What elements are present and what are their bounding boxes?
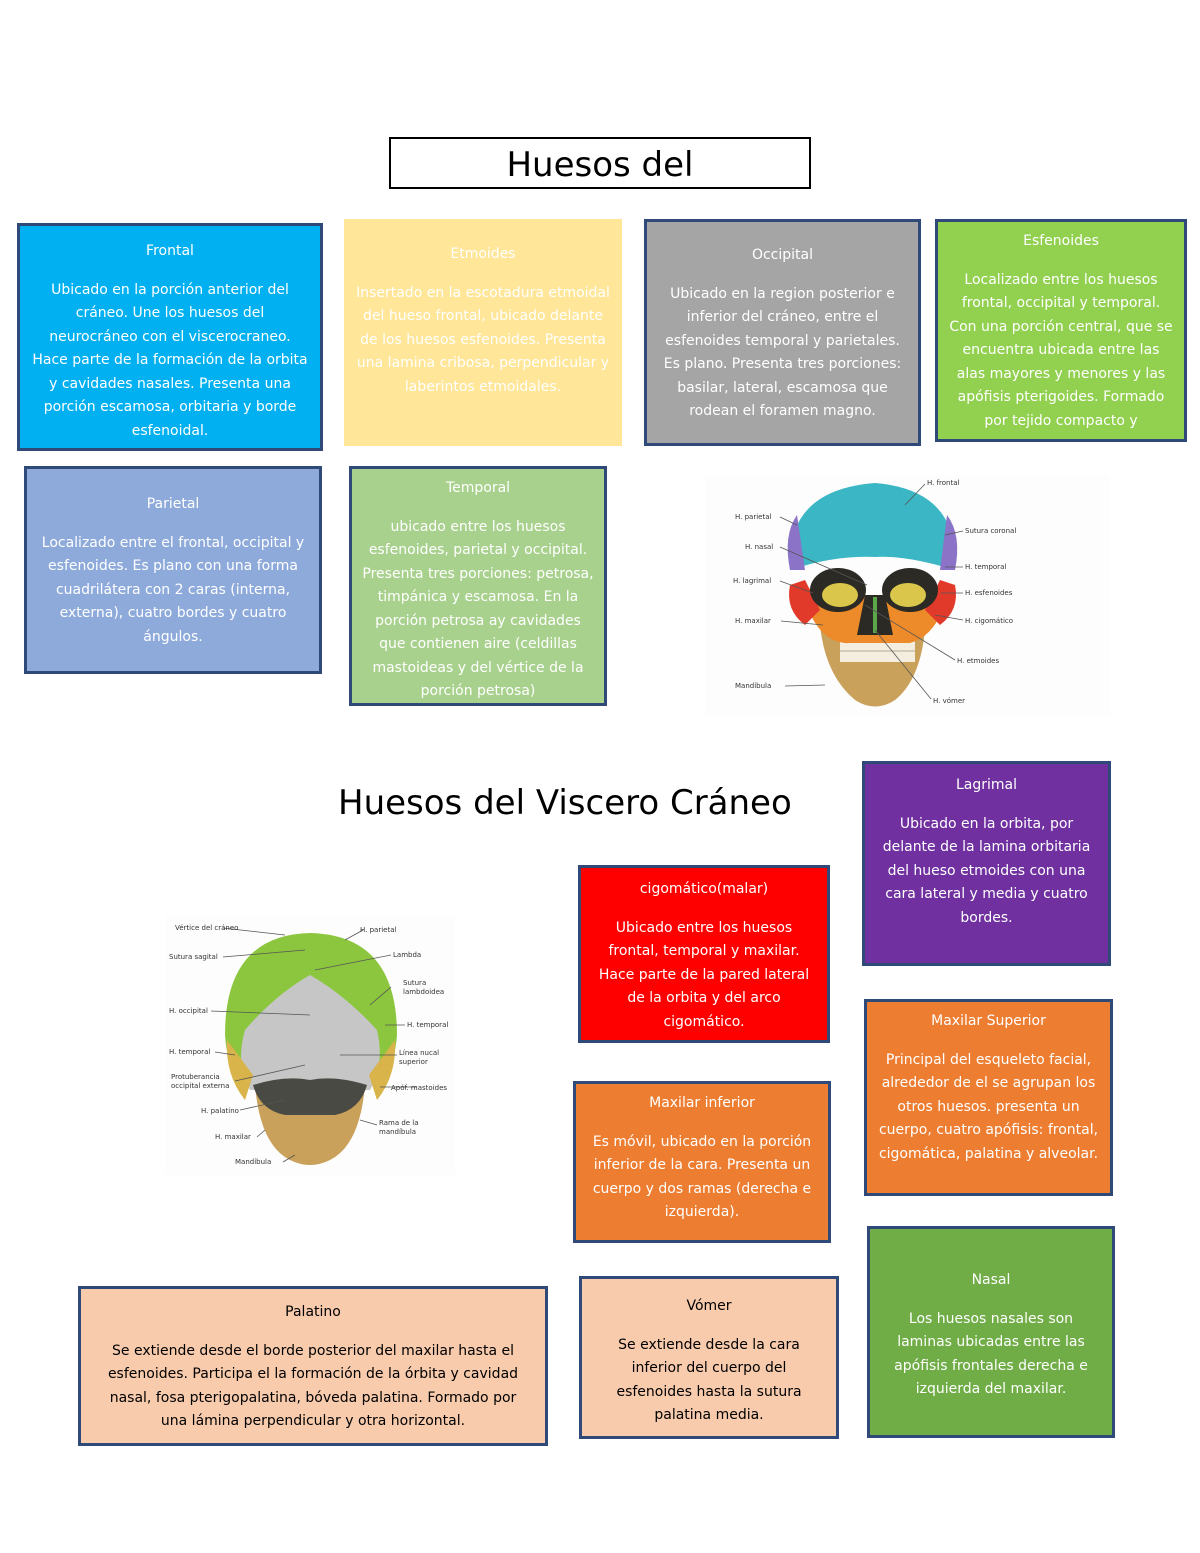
cigomatico-box	[578, 865, 830, 1043]
label-rama-2: mandíbula	[379, 1128, 417, 1136]
parietal-box	[24, 466, 322, 674]
viscero-title: Huesos del Viscero Cráneo	[338, 783, 792, 823]
maxilar-inferior-title: Maxilar inferior	[649, 1095, 755, 1111]
label-back-mandibula: Mandíbula	[235, 1158, 272, 1166]
label-sutura-lambdoidea-1: Sutura	[403, 979, 427, 987]
maxilar-inferior-text: Es móvil, ubicado en la porción inferior de la cara. Presenta un cuerpo y dos ramas (derecha e izquierda).	[592, 1133, 812, 1220]
label-rama-1: Rama de la	[379, 1119, 419, 1127]
label-sutura-sagital: Sutura sagital	[169, 953, 218, 961]
palatino-title: Palatino	[285, 1304, 341, 1320]
frontal-box	[17, 223, 323, 451]
label-linea-nucal-2: superior	[399, 1058, 428, 1066]
palatino-box	[78, 1286, 548, 1446]
vomer-title: Vómer	[686, 1298, 732, 1314]
maxilar-superior-text: Principal del esqueleto facial, alrededor de el se agrupan los otros huesos. presenta un cuerpo, cuatro apófisis: frontal, cigomática, palatina y alveolar.	[878, 1051, 1099, 1162]
parietal-text: Localizado entre el frontal, occipital y esfenoides. Es plano con una forma cuadrilátera con 2 caras (interna, externa), cuatro bordes y cuatro ángulos.	[41, 534, 305, 645]
frontal-title: Frontal	[146, 243, 194, 259]
label-lambda: Lambda	[393, 951, 422, 959]
nasal-text: Los huesos nasales son laminas ubicadas entre las apófisis frontales derecha e izquierda del maxilar.	[894, 1310, 1088, 1397]
label-h-nasal: H. nasal	[745, 543, 774, 551]
label-protuberancia-1: Protuberancia	[171, 1073, 220, 1081]
occipital-text: Ubicado en la region posterior e inferior del cráneo, entre el esfenoides temporal y parietales. Es plano. Presenta tres porciones: basilar, lateral, escamosa que rodean el foramen magno.	[663, 285, 902, 419]
label-vertice: Vértice del cráneo	[175, 924, 239, 932]
esfenoides-title: Esfenoides	[1023, 233, 1099, 249]
nasal-title: Nasal	[971, 1272, 1011, 1288]
lagrimal-text: Ubicado en la orbita, por delante de la lamina orbitaria del hueso etmoides con una cara lateral y media y cuatro bordes.	[882, 815, 1091, 926]
label-h-etmoides: H. etmoides	[957, 657, 1000, 665]
label-h-cigomatico: H. cigomático	[965, 617, 1014, 625]
lagrimal-title: Lagrimal	[955, 777, 1018, 793]
skull-back-illustration	[165, 915, 455, 1175]
temporal-box	[349, 466, 607, 706]
label-h-maxilar: H. maxilar	[735, 617, 771, 625]
esfenoides-box	[935, 219, 1187, 442]
parietal-title: Parietal	[146, 496, 200, 512]
maxilar-superior-box	[864, 999, 1113, 1196]
vomer-text: Se extiende desde la cara inferior del cuerpo del esfenoides hasta la sutura palatina media.	[616, 1336, 802, 1423]
occipital-box	[644, 219, 921, 446]
etmoides-box	[344, 219, 622, 446]
label-apof-mastoides: Apóf. mastoides	[391, 1084, 448, 1092]
label-h-frontal: H. frontal	[927, 479, 960, 487]
temporal-title: Temporal	[445, 480, 511, 496]
label-back-occipital: H. occipital	[169, 1007, 208, 1015]
skull-front-illustration	[705, 475, 1110, 715]
cigomatico-title: cigomático(malar)	[639, 881, 769, 897]
lagrimal-box	[862, 761, 1111, 966]
label-back-temporal-left: H. temporal	[169, 1048, 211, 1056]
esfenoides-text: Localizado entre los huesos frontal, occipital y temporal. Con una porción central, que se encuentra ubicada entre las alas mayores y menores y las apófisis pterigoides. Formado por tejido compacto y	[949, 271, 1173, 429]
label-h-vomer: H. vómer	[933, 697, 966, 705]
label-sutura-coronal: Sutura coronal	[965, 527, 1017, 535]
cigomatico-text: Ubicado entre los huesos frontal, temporal y maxilar. Hace parte de la pared lateral de la orbita y del arco cigomático.	[598, 919, 810, 1030]
maxilar-superior-title: Maxilar Superior	[931, 1013, 1046, 1029]
label-mandibula: Mandíbula	[735, 682, 772, 690]
palatino-text: Se extiende desde el borde posterior del maxilar hasta el esfenoides. Participa el la formación de la órbita y cavidad nasal, fosa pterigopalatina, bóveda palatina. Formado por una lámina perpendicular y otra horizontal.	[107, 1342, 519, 1429]
label-linea-nucal-1: Línea nucal	[399, 1049, 440, 1057]
frontal-text: Ubicado en la porción anterior del cráneo. Une los huesos del neurocráneo con el viscerocraneo. Hace parte de la formación de la orbita y cavidades nasales. Presenta una porción escamosa, orbitaria y borde esfenoidal.	[32, 281, 308, 439]
label-sutura-lambdoidea-2: lambdoidea	[403, 988, 445, 996]
temporal-text: ubicado entre los huesos esfenoides, parietal y occipital. Presenta tres porciones: petrosa, timpánica y escamosa. En la porción petrosa ay cavidades que contienen aire (celdillas mastoideas y del vértice de la porción petrosa)	[362, 518, 594, 699]
label-h-temporal: H. temporal	[965, 563, 1007, 571]
label-h-parietal: H. parietal	[735, 513, 772, 521]
label-back-parietal: H. parietal	[360, 926, 397, 934]
label-h-esfenoides: H. esfenoides	[965, 589, 1013, 597]
label-back-palatino: H. palatino	[201, 1107, 239, 1115]
etmoides-title: Etmoides	[450, 246, 516, 262]
page-title: Huesos del	[389, 137, 811, 189]
nasal-box	[867, 1226, 1115, 1438]
etmoides-text: Insertado en la escotadura etmoidal del hueso frontal, ubicado delante de los huesos esfenoides. Presenta una lamina cribosa, perpendicular y laberintos etmoidales.	[356, 284, 610, 395]
label-back-maxilar: H. maxilar	[215, 1133, 251, 1141]
label-protuberancia-2: occipital externa	[171, 1082, 230, 1090]
vomer-box	[579, 1276, 839, 1439]
occipital-title: Occipital	[751, 247, 814, 263]
label-back-temporal-right: H. temporal	[407, 1021, 449, 1029]
label-h-lagrimal: H. lagrimal	[733, 577, 772, 585]
maxilar-inferior-box	[573, 1081, 831, 1243]
